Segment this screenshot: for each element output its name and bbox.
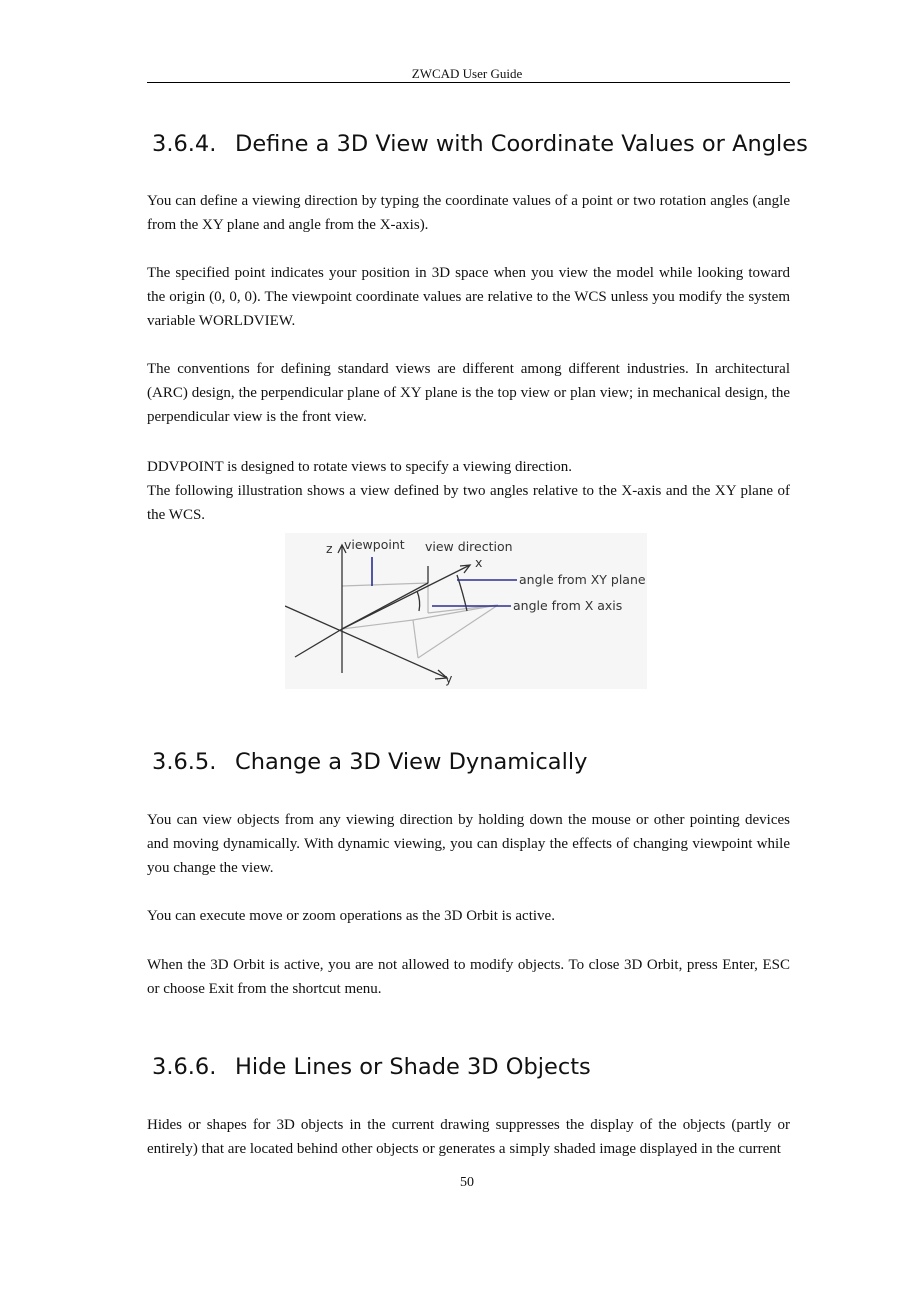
- paragraph: The specified point indicates your position in 3D space when you view the model while looking toward the origin (0, 0, 0). The viewpoint coordinate values are relative to the WCS unless you modify the system variable WORLDVIEW.: [147, 265, 790, 329]
- viewpoint-label: viewpoint: [344, 537, 405, 552]
- running-header: ZWCAD User Guide: [411, 66, 523, 81]
- paragraph: You can view objects from any viewing direction by holding down the mouse or other pointing devices and moving dynamically. With dynamic viewing, you can display the effects of changing viewpoint while you change the view.: [147, 812, 790, 876]
- section-title-text: Hide Lines or Shade 3D Objects: [235, 1054, 591, 1080]
- paragraph: You can execute move or zoom operations as the 3D Orbit is active.: [147, 908, 555, 924]
- section-heading-3-6-4: [152, 131, 808, 157]
- section-number: 3.6.5.: [152, 749, 217, 775]
- view-direction-label: view direction: [425, 539, 513, 554]
- paragraph: The conventions for defining standard views are different among different industries. In architectural (ARC) design, the perpendicular plane of XY plane is the top view or plan view; in mechanical design, the perpendicular view is the front view.: [147, 361, 790, 425]
- y-axis-label: y: [445, 671, 453, 686]
- section-title-text: Define a 3D View with Coordinate Values or Angles: [235, 131, 808, 157]
- section-heading-3-6-6: [152, 1054, 591, 1080]
- paragraph: When the 3D Orbit is active, you are not allowed to modify objects. To close 3D Orbit, press Enter, ESC or choose Exit from the shortcut menu.: [147, 957, 790, 997]
- page-number: 50: [460, 1175, 474, 1190]
- header-rule: [147, 82, 790, 83]
- angle-x-label: angle from X axis: [513, 598, 623, 613]
- z-axis-label: z: [326, 541, 333, 556]
- angle-xy-label: angle from XY plane: [519, 572, 646, 587]
- paragraph: DDVPOINT is designed to rotate views to specify a viewing direction.: [147, 459, 573, 475]
- paragraph: Hides or shapes for 3D objects in the current drawing suppresses the display of the objects (partly or entirely) that are located behind other objects or generates a simply shaded image displayed in the current: [147, 1117, 790, 1157]
- section-heading-3-6-5: [152, 749, 587, 775]
- paragraph: The following illustration shows a view defined by two angles relative to the X-axis and the XY plane of the WCS.: [147, 483, 790, 523]
- viewpoint-diagram: [285, 533, 647, 689]
- viewpoint-angles-figure: [285, 533, 647, 689]
- section-number: 3.6.6.: [152, 1054, 217, 1080]
- x-axis-label: x: [475, 555, 483, 570]
- section-title-text: Change a 3D View Dynamically: [235, 749, 588, 775]
- section-number: 3.6.4.: [152, 131, 217, 157]
- paragraph: You can define a viewing direction by typing the coordinate values of a point or two rotation angles (angle from the XY plane and angle from the X-axis).: [147, 193, 790, 233]
